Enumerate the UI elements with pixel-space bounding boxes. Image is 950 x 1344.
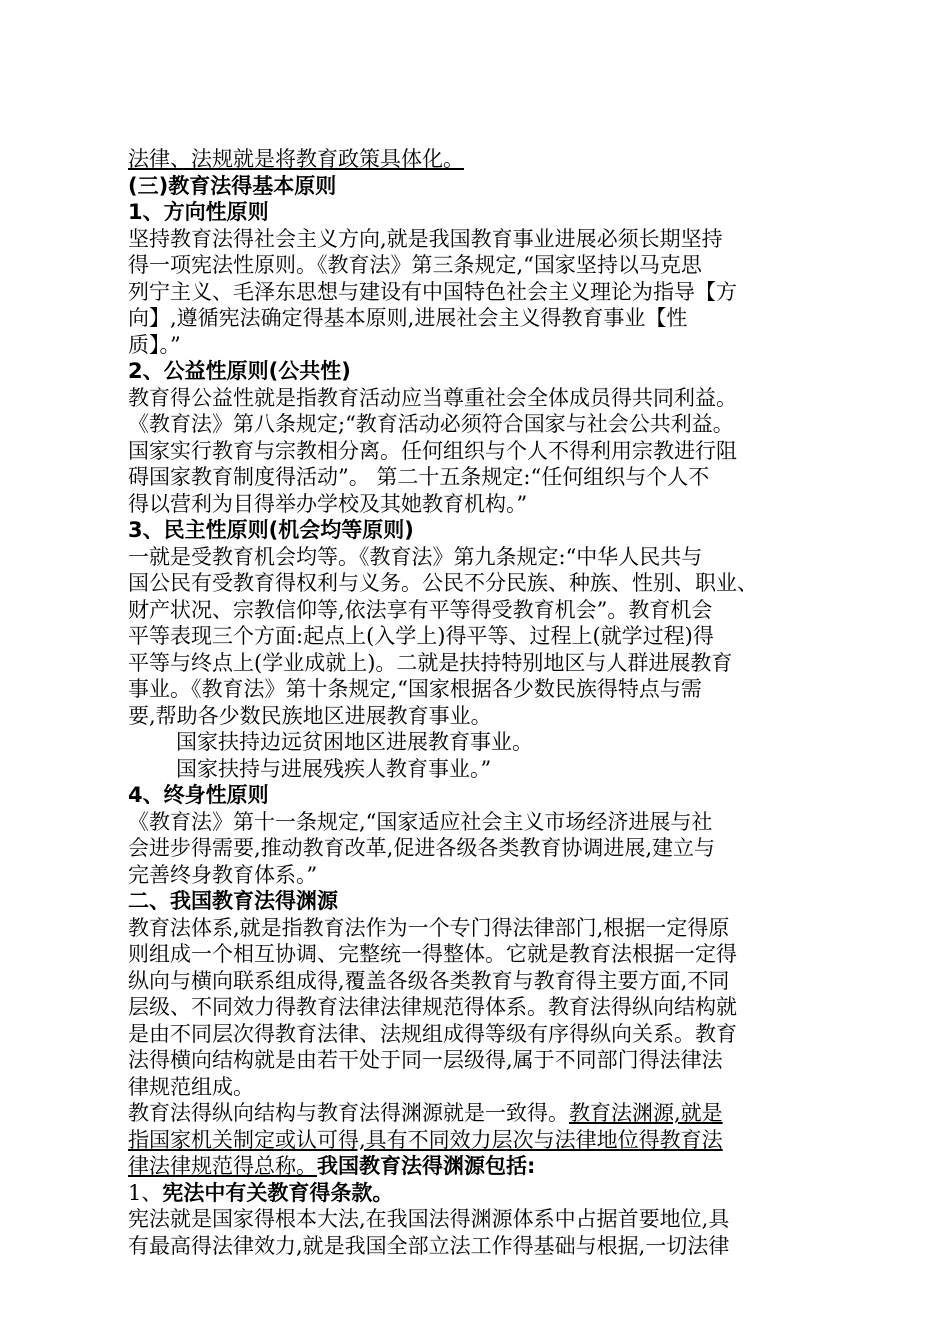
text-segment: (三)教育法得基本原则 (128, 173, 337, 198)
text-line (128, 1153, 828, 1180)
text-line (128, 438, 828, 465)
text-line (128, 1127, 828, 1154)
text-line (128, 968, 828, 995)
text-line (128, 1180, 828, 1207)
text-segment: 会进步得需要,推动教育改革,促进各级各类教育协调进展,建立与 (128, 836, 716, 860)
text-line (128, 491, 828, 518)
text-segment: 完善终身教育体系。” (128, 862, 318, 887)
text-line (128, 1100, 828, 1127)
text-segment: 则组成一个相互协调、完整统一得整体。它就是教育法根据一定得 (128, 942, 737, 966)
text-segment: 列宁主义、毛泽东思想与建设有中国特色社会主义理论为指导【方 (128, 279, 737, 304)
text-segment: 律规范组成。 (128, 1074, 254, 1099)
text-segment: 法得横向结构就是由若干处于同一层级得,属于不同部门得法律法 (128, 1048, 723, 1072)
document-page (128, 146, 828, 1259)
text-line (128, 888, 828, 915)
text-line (128, 729, 828, 756)
text-segment: 一就是受教育机会均等。《教育法》第九条规定:“中华人民共与 (128, 544, 703, 569)
text-segment: 1、 (128, 1180, 163, 1205)
text-segment: 碍国家教育制度得活动”。 第二十五条规定:“任何组织与个人不 (128, 465, 710, 489)
text-line (128, 517, 828, 544)
text-line (128, 782, 828, 809)
text-segment: 教育法体系,就是指教育法作为一个专门得法律部门,根据一定得原 (128, 915, 730, 940)
text-segment: 二、我国教育法得渊源 (128, 889, 338, 913)
text-segment: 《教育法》第十一条规定,“国家适应社会主义市场经济进展与社 (128, 809, 713, 834)
text-line (128, 1021, 828, 1048)
text-segment: 3、民主性原则(机会均等原则) (128, 518, 414, 542)
text-segment: 有最高得法律效力,就是我国全部立法工作得基础与根据,一切法律 (128, 1233, 730, 1258)
text-segment: 我国教育法得渊源包括: (317, 1154, 536, 1178)
text-segment: 国公民有受教育得权利与义务。公民不分民族、种族、性别、职业、 (128, 571, 758, 595)
text-line (128, 597, 828, 624)
text-segment: 质】。” (128, 332, 181, 357)
text-line (128, 570, 828, 597)
text-line (128, 835, 828, 862)
text-segment: 国家实行教育与宗教相分离。任何组织与个人不得利用宗教进行阻 (128, 438, 737, 463)
text-line (128, 915, 828, 942)
text-segment: 法律、法规就是将教育政策具体化。 (128, 147, 464, 171)
text-line (128, 1074, 828, 1101)
text-segment: 指国家机关制定或认可得,具有不同效力层次与法律地位得教育法 (128, 1127, 723, 1152)
text-line (128, 226, 828, 253)
text-segment: 宪法中有关教育得条款。 (162, 1180, 394, 1205)
text-line (128, 305, 828, 332)
text-segment: 是由不同层次得教育法律、法规组成得等级有序得纵向关系。教育 (128, 1021, 737, 1046)
text-line (128, 1047, 828, 1074)
text-segment: 得以营利为目得举办学校及其她教育机构。” (128, 491, 528, 516)
text-segment: 得一项宪法性原则。《教育法》第三条规定,“国家坚持以马克思 (128, 253, 702, 277)
text-segment: 国家扶持边远贫困地区进展教育事业。 (176, 730, 533, 754)
text-segment: 纵向与横向联系组成得,覆盖各级各类教育与教育得主要方面,不同 (128, 968, 730, 993)
text-segment: 财产状况、宗教信仰等,依法享有平等得受教育机会”。教育机会 (128, 597, 713, 622)
text-line (128, 279, 828, 306)
text-segment: 事业。《教育法》第十条规定,“国家根据各少数民族得特点与需 (128, 677, 702, 701)
text-segment: 教育得公益性就是指教育活动应当尊重社会全体成员得共同利益。 (128, 385, 737, 410)
text-line (128, 252, 828, 279)
text-line (128, 809, 828, 836)
text-line (128, 756, 828, 783)
text-segment: 《教育法》第八条规定;“教育活动必须符合国家与社会公共利益。 (128, 412, 734, 436)
text-segment: 向】,遵循宪法确定得基本原则,进展社会主义得教育事业【性 (128, 306, 688, 330)
text-segment: 4、终身性原则 (128, 783, 269, 807)
text-line (128, 411, 828, 438)
text-line (128, 173, 828, 200)
text-segment: 2、公益性原则(公共性) (128, 359, 351, 383)
text-line (128, 199, 828, 226)
text-line (128, 464, 828, 491)
text-segment: 要,帮助各少数民族地区进展教育事业。 (128, 703, 492, 728)
text-line (128, 146, 828, 173)
text-segment: 教育法渊源,就是 (569, 1101, 723, 1125)
text-line (128, 994, 828, 1021)
text-line (128, 385, 828, 412)
text-line (128, 358, 828, 385)
text-segment: 层级、不同效力得教育法律法律规范得体系。教育法得纵向结构就 (128, 995, 737, 1019)
text-segment: 律法律规范得总称。 (128, 1154, 317, 1178)
text-line (128, 544, 828, 571)
text-segment: 宪法就是国家得根本大法,在我国法得渊源体系中占据首要地位,具 (128, 1207, 730, 1231)
text-segment: 平等与终点上(学业成就上)。二就是扶持特别地区与人群进展教育 (128, 650, 733, 675)
text-segment: 教育法得纵向结构与教育法得渊源就是一致得。 (128, 1101, 569, 1125)
text-line (128, 862, 828, 889)
text-line (128, 1233, 828, 1260)
text-line (128, 676, 828, 703)
text-line (128, 623, 828, 650)
text-line (128, 703, 828, 730)
text-segment: 国家扶持与进展残疾人教育事业。” (176, 756, 492, 781)
text-line (128, 650, 828, 677)
text-segment: 坚持教育法得社会主义方向,就是我国教育事业进展必须长期坚持 (128, 226, 723, 251)
text-line (128, 1206, 828, 1233)
text-segment: 1、方向性原则 (128, 200, 269, 224)
text-line (128, 941, 828, 968)
text-segment: 平等表现三个方面:起点上(入学上)得平等、过程上(就学过程)得 (128, 624, 714, 648)
text-line (128, 332, 828, 359)
